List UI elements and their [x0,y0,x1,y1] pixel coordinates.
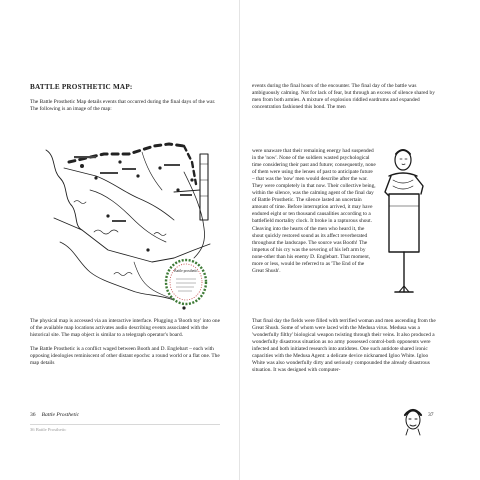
right-bottom-paragraph: That final day the fields were filled with terrified woman and men ascending from the Great Shush. Some of whom were laced with the Medusa virus. Medusa was a 'wonderfully filthy' biological weapon twisting through their veins. It also produced a wonderfully disastrous situation as no army possessed control-both opponents were infected and both initiated research into antidotes. One such antidote shared ironic capacities with the Medusa Agent: a delicate device nicknamed Igloo White. Igloo White was also wonderfully dirty and seriously compounded the already disastrous situation. It was designed with computer- [252,318,436,374]
battle-map-figure [34,132,234,317]
section-heading: BATTLE PROSTHETIC MAP: [30,83,133,91]
right-column-paragraph: were unaware that their remaining energy had suspended in the 'now'. None of the soldiers wasted psychological time considering their past and future; consequently, none of them were using the lenses of past to anticipate future – that was the 'now' men would describe after the war. They were completely in that now. Their collective being, within the silence, was the calming agent of the final day of Battle Prosthetic. The silence lasted an uncertain amount of time. Before interruption arrived, it may have endured eight or ten thousand causalities according to a battlefield mortality clock. It broke in a rapturous shout. Cleaving into the hearts of the men who heard it, the shout quickly restored sound as its affect reverberated throughout the landscape. The source was Booth! The impetus of his cry was the severing of his left arm by none-other than his enemy D. Englebart. That moment, more or less, would be referred to as 'The End of the Great Shush'. [252,148,376,274]
battle-map-drawing [34,132,234,317]
prosthetic-figure-illustration [375,146,435,301]
map-description-paragraph: The physical map is accessed via an interactive interface. Plugging a 'Booth toy' into one of the available map locations activates audio describing events associated with the historical site. The map object is similar to a telegraph operator's board. The Battle Prosthetic is a conflict waged between Booth and D. Englebart – each with opposing ideologies reminiscent of other distant epochs: a round world or a flat one. The map details [30,318,220,367]
right-top-paragraph: events during the final hours of the encounter. The final day of the battle was ambiguously calming. Not for lack of fear, but through an excess of silence shared by men from both armies. A mixture of explosion riddled eardrums and expanded concentration fashioned this bond. The men [252,83,435,111]
face-sketch-ornament [400,405,426,437]
left-folio [30,412,79,418]
bleed-through-footer: 36 Battle Prosthetic [30,427,67,432]
map-legend-label: Battle prosthetic [174,269,198,273]
intro-paragraph: The Battle Prosthetic Map details events that occurred during the final days of the war. The following is an image of the map: [30,99,216,113]
right-page-number: 37 [428,412,434,418]
armless-figure-drawing [375,146,435,301]
footer-divider [30,424,220,425]
left-page-number: 36 [30,412,36,418]
left-running-title: Battle Prosthetic [41,412,80,418]
face-sketch-icon [400,405,426,437]
